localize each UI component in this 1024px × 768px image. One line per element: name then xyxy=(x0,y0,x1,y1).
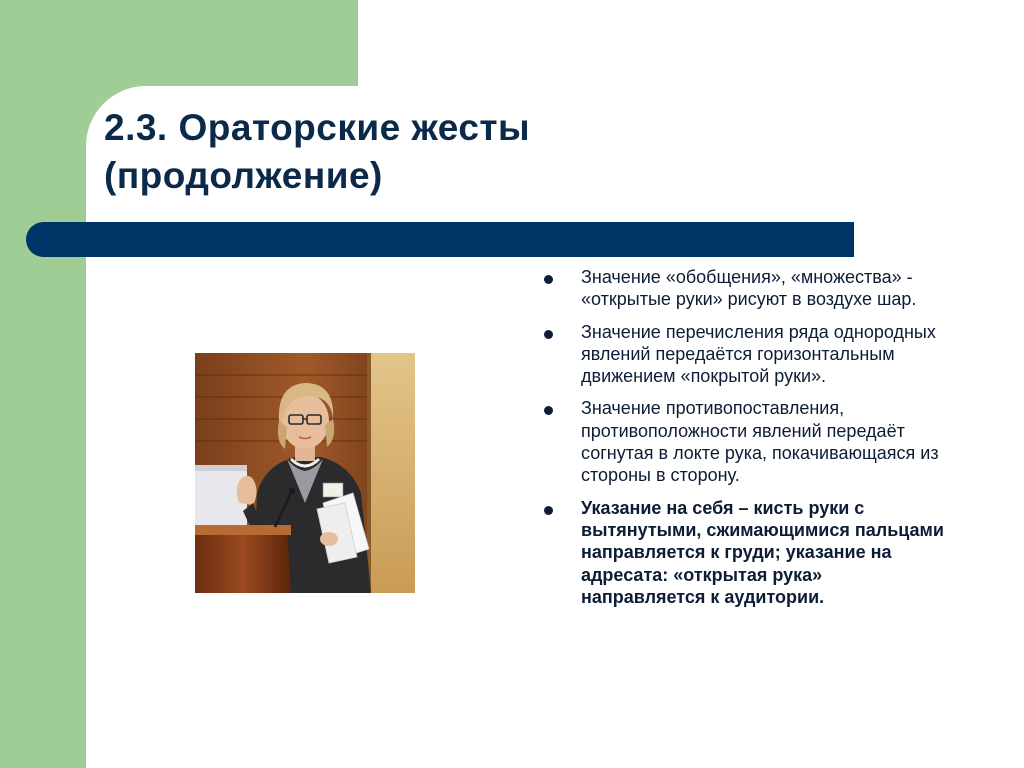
slide-title xyxy=(104,104,824,200)
slide-title-line1: 2.3. Ораторские жесты xyxy=(104,107,531,148)
speaker-photo xyxy=(195,353,415,593)
title-underline-bar xyxy=(26,222,854,257)
slide-title-line2: (продолжение) xyxy=(104,155,383,196)
bullet-item-2: Значение перечисления ряда однородных явлений передаётся горизонтальным движением «покрытой руки». xyxy=(538,321,948,388)
bullet-list xyxy=(538,266,948,618)
bullet-item-4: Указание на себя – кисть руки с вытянутыми, сжимающимися пальцами направляется к груди; указание на адресата: «открытая рука» направляется к аудитории. xyxy=(538,497,948,608)
top-green-block xyxy=(0,0,358,86)
bullet-item-1: Значение «обобщения», «множества» - «открытые руки» рисуют в воздухе шар. xyxy=(538,266,948,311)
bullet-item-3: Значение противопоставления, противоположности явлений передаёт согнутая в локте рука, покачивающаяся из стороны в сторону. xyxy=(538,397,948,486)
left-green-strip xyxy=(0,0,86,768)
